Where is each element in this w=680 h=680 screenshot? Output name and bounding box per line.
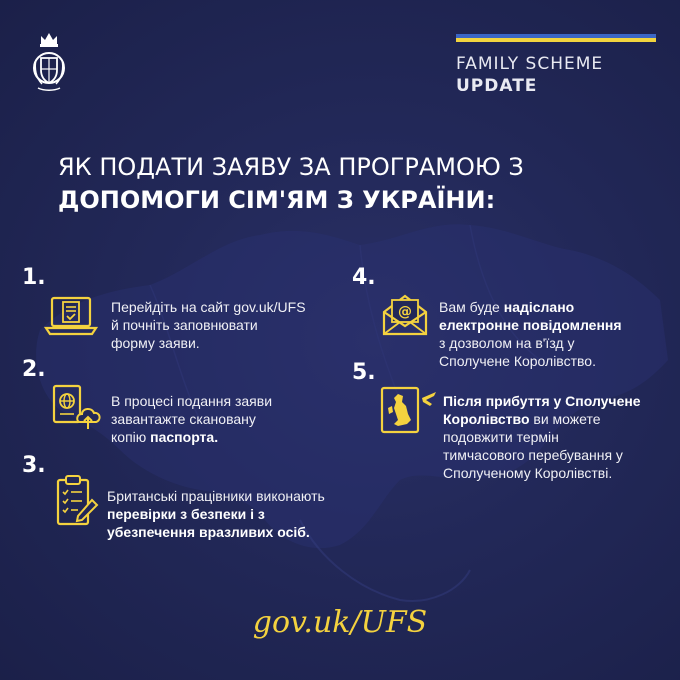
step-1-text bbox=[111, 298, 306, 352]
step-3-number: 3. bbox=[22, 453, 46, 478]
step-line: тимчасового перебування у bbox=[443, 447, 623, 463]
step-3-text bbox=[107, 487, 325, 541]
step-line: Перейдіть на сайт gov.uk/UFS bbox=[111, 299, 306, 315]
step-line: убезпечення вразливих осіб. bbox=[107, 524, 310, 540]
footer-website-link[interactable]: gov.uk/UFS bbox=[252, 605, 428, 640]
uk-map-plane-icon bbox=[380, 384, 438, 436]
step-line: Сполучене Королівство. bbox=[439, 353, 596, 369]
step-4-number: 4. bbox=[352, 265, 376, 290]
step-1-number: 1. bbox=[22, 265, 46, 290]
step-line: Сполученому Королівстві. bbox=[443, 465, 613, 481]
step-line: електронне повідомлення bbox=[439, 317, 622, 333]
passport-upload-icon bbox=[50, 384, 104, 434]
step-2-number: 2. bbox=[22, 357, 46, 382]
headline-line-2: ДОПОМОГИ СІМ'ЯМ З УКРАЇНИ: bbox=[58, 186, 496, 214]
svg-text:@: @ bbox=[398, 304, 412, 320]
headline-line-1: ЯК ПОДАТИ ЗАЯВУ ЗА ПРОГРАМОЮ З bbox=[58, 153, 524, 181]
step-5-number: 5. bbox=[352, 360, 376, 385]
step-line: подовжити термін bbox=[443, 429, 559, 445]
step-line: Після прибуття у Сполучене bbox=[443, 393, 641, 409]
step-5-text bbox=[443, 392, 641, 482]
step-line: завантажте скановану bbox=[111, 411, 256, 427]
ukraine-flag-bar bbox=[456, 34, 656, 42]
step-line: й почніть заповнювати bbox=[111, 317, 258, 333]
step-line: перевірки з безпеки і з bbox=[107, 506, 265, 522]
step-line: форму заяви. bbox=[111, 335, 200, 351]
step-2-text bbox=[111, 392, 272, 446]
clipboard-checklist-icon bbox=[54, 474, 100, 528]
step-line: В процесі подання заяви bbox=[111, 393, 273, 409]
email-envelope-icon bbox=[380, 292, 430, 338]
step-line: Королівство ви можете bbox=[443, 411, 601, 427]
step-line: з дозволом на в'їзд у bbox=[439, 335, 575, 351]
flag-yellow-stripe bbox=[456, 38, 656, 42]
scheme-title: FAMILY SCHEME bbox=[456, 54, 604, 74]
laptop-form-icon bbox=[44, 296, 98, 338]
step-line: Вам буде надіслано bbox=[439, 299, 575, 315]
step-line: копію паспорта. bbox=[111, 429, 219, 445]
step-line: Британські працівники виконають bbox=[107, 488, 325, 504]
scheme-subtitle: UPDATE bbox=[456, 76, 538, 96]
step-4-text bbox=[439, 298, 622, 370]
royal-crest-icon bbox=[32, 30, 66, 94]
